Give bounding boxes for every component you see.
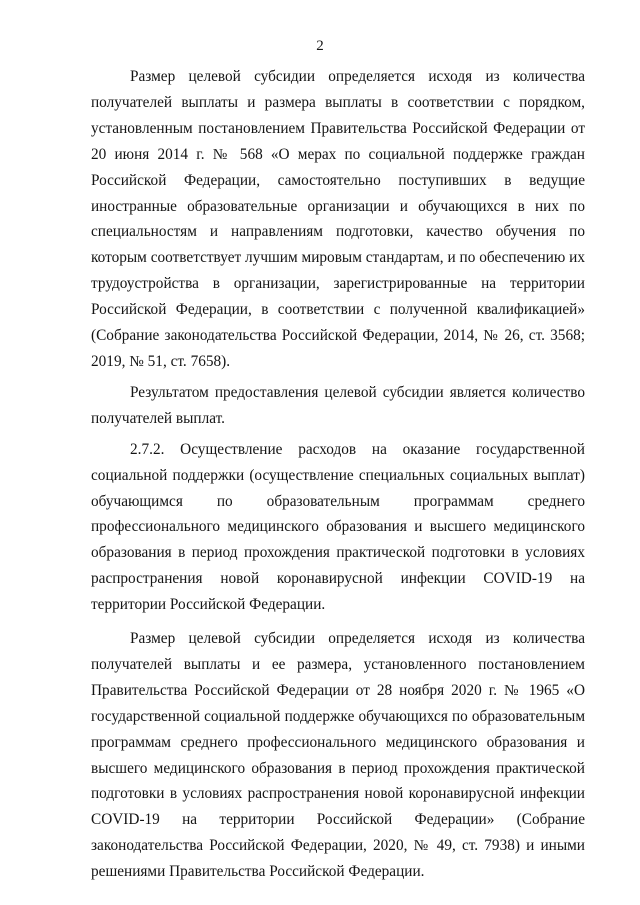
paragraph-subsidy-result: Результатом предоставления целевой субсидии является количество получателей выплат. bbox=[91, 383, 585, 427]
paragraph-section-2-7-2: 2.7.2. Осуществление расходов на оказание государственной социальной поддержки (осуществление специальных социальных выплат) обучающимся по образовательным программам среднего профессионального медицинского образования и высшего медицинского образования в период прохождения практической подготовки в условиях распространения новой коронавирусной инфекции COVID-19 на территории Российской Федерации. bbox=[91, 440, 585, 614]
paragraph-subsidy-size-2: Размер целевой субсидии определяется исходя из количества получателей выплаты и ее размера, установленного постановлением Правительства Российской Федерации от 28 ноября 2020 г. № 1965 «О государственной социальной поддержке обучающихся по образовательным программам среднего профессионального медицинского образования и высшего медицинского образования в период прохождения практической подготовки в условиях распространения новой коронавирусной инфекции COVID-19 на территории Российской Федерации» (Собрание законодательства Российской Федерации, 2020, № 49, ст. 7938) и иными решениями Правительства Российской Федерации. bbox=[91, 630, 585, 881]
document-body bbox=[91, 64, 585, 885]
page-number: 2 bbox=[316, 38, 324, 54]
paragraph-subsidy-size-1: Размер целевой субсидии определяется исходя из количества получателей выплаты и размера выплаты в соответствии с порядком, установленным постановлением Правительства Российской Федерации от 20 июня 2014 г. № 568 «О мерах по социальной поддержке граждан Российской Федерации, самостоятельно поступивших в ведущие иностранные образовательные организации и обучающихся в них по специальностям и направлениям подготовки, качество обучения по которым соответствует лучшим мировым стандартам, и по обеспечению их трудоустройства в организации, зарегистрированные на территории Российской Федерации, в соответствии с полученной квалификацией» (Собрание законодательства Российской Федерации, 2014, № 26, ст. 3568; 2019, № 51, ст. 7658). bbox=[91, 68, 585, 370]
